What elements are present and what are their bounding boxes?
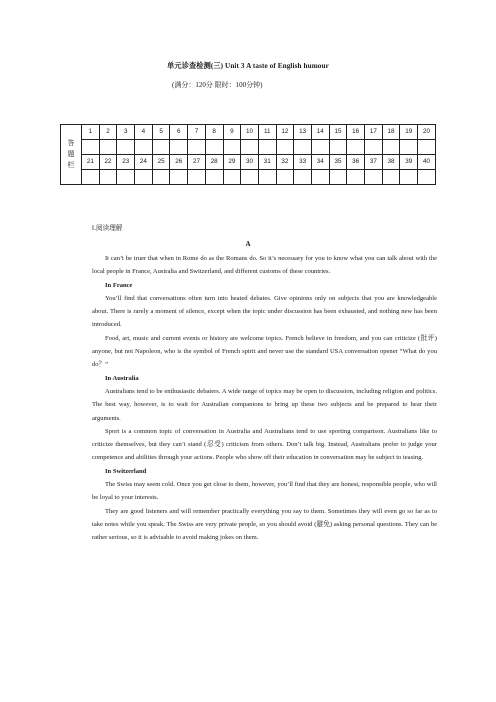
question-number-cell: 40 xyxy=(418,155,436,170)
answer-blank-cell[interactable] xyxy=(241,140,259,155)
question-number-cell: 2 xyxy=(99,125,117,140)
answer-blank-cell[interactable] xyxy=(152,140,170,155)
answer-blank-cell[interactable] xyxy=(329,140,347,155)
question-number-cell: 14 xyxy=(311,125,329,140)
answer-blank-cell[interactable] xyxy=(400,140,418,155)
answer-blank-cell[interactable] xyxy=(205,140,223,155)
paragraph: Australians tend to be enthusiastic debaters. A wide range of topics may be open to discussion, including religion and politics. The best way, however, is to wait for Australian companions to bring up these two subjects and be prepared to hear their arguments. xyxy=(92,387,437,422)
answer-blank-cell[interactable] xyxy=(188,170,206,185)
question-number-cell: 20 xyxy=(418,125,436,140)
question-number-cell: 11 xyxy=(258,125,276,140)
question-number-cell: 16 xyxy=(347,125,365,140)
question-number-cell: 29 xyxy=(223,155,241,170)
answer-blank-cell[interactable] xyxy=(135,140,153,155)
answer-table-label xyxy=(61,125,82,185)
subheading: In France xyxy=(105,281,133,289)
section-heading: Ⅰ.阅读理解 xyxy=(92,224,123,232)
question-number-cell: 6 xyxy=(170,125,188,140)
label-char: 栏 xyxy=(67,161,75,169)
label-char: 题 xyxy=(67,150,75,158)
answer-blank-cell[interactable] xyxy=(117,170,135,185)
answer-blank-cell[interactable] xyxy=(170,170,188,185)
answer-blank-cell[interactable] xyxy=(365,140,383,155)
answer-blank-cell[interactable] xyxy=(347,170,365,185)
question-number-cell: 12 xyxy=(276,125,294,140)
question-number-cell: 39 xyxy=(400,155,418,170)
question-number-cell: 35 xyxy=(329,155,347,170)
question-number-cell: 22 xyxy=(99,155,117,170)
answer-blank-cell[interactable] xyxy=(347,140,365,155)
answer-blank-cell[interactable] xyxy=(365,170,383,185)
answer-blank-cell[interactable] xyxy=(205,170,223,185)
label-char: 答 xyxy=(67,139,75,147)
question-number-cell: 36 xyxy=(347,155,365,170)
question-number-cell: 34 xyxy=(311,155,329,170)
answer-blank-cell[interactable] xyxy=(82,170,100,185)
question-number-cell: 24 xyxy=(135,155,153,170)
answer-blank-cell[interactable] xyxy=(117,140,135,155)
answer-blank-cell[interactable] xyxy=(276,140,294,155)
question-number-cell: 18 xyxy=(382,125,400,140)
answer-blank-cell[interactable] xyxy=(276,170,294,185)
subheading: In Australia xyxy=(105,374,139,382)
question-number-cell: 21 xyxy=(82,155,100,170)
answer-blank-cell[interactable] xyxy=(294,140,312,155)
paragraph: Food, art, music and current events or history are welcome topics. French believe in freedom, and you can criticize (批评) anyone, but not Napoleon, who is the symbol of French spirit and never use the standard USA conversation opener “What do you do？” xyxy=(92,334,437,369)
passage-letter: A xyxy=(245,240,251,248)
answer-blank-cell[interactable] xyxy=(382,170,400,185)
passage-body xyxy=(92,252,437,545)
question-number-cell: 13 xyxy=(294,125,312,140)
question-number-cell: 8 xyxy=(205,125,223,140)
answer-blank-cell[interactable] xyxy=(400,170,418,185)
answer-table xyxy=(60,124,436,185)
answer-blank-cell[interactable] xyxy=(152,170,170,185)
question-number-cell: 37 xyxy=(365,155,383,170)
answer-blank-cell[interactable] xyxy=(329,170,347,185)
answer-blank-cell[interactable] xyxy=(99,170,117,185)
answer-blank-cell[interactable] xyxy=(311,170,329,185)
question-number-cell: 30 xyxy=(241,155,259,170)
page-title: 单元诊查检测(三) Unit 3 A taste of English humour xyxy=(167,62,329,70)
paragraph: It can’t be truer that when in Rome do as the Romans do. So it’s necessary for you to know what you can talk about with the local people in France, Australia and Switzerland, and different customs of these countries. xyxy=(92,255,437,276)
question-number-cell: 1 xyxy=(82,125,100,140)
question-number-cell: 25 xyxy=(152,155,170,170)
answer-blank-cell[interactable] xyxy=(170,140,188,155)
question-number-cell: 7 xyxy=(188,125,206,140)
question-number-cell: 15 xyxy=(329,125,347,140)
answer-blank-cell[interactable] xyxy=(223,170,241,185)
question-number-cell: 33 xyxy=(294,155,312,170)
question-number-cell: 19 xyxy=(400,125,418,140)
answer-blank-cell[interactable] xyxy=(294,170,312,185)
answer-blank-cell[interactable] xyxy=(135,170,153,185)
answer-blank-cell[interactable] xyxy=(382,140,400,155)
question-number-cell: 28 xyxy=(205,155,223,170)
paragraph: The Swiss may seem cold. Once you get close to them, however, you’ll find that they are honest, responsible people, who will be loyal to your interests. xyxy=(92,481,437,502)
question-number-cell: 23 xyxy=(117,155,135,170)
answer-blank-cell[interactable] xyxy=(241,170,259,185)
answer-blank-cell[interactable] xyxy=(258,170,276,185)
question-number-cell: 4 xyxy=(135,125,153,140)
question-number-cell: 9 xyxy=(223,125,241,140)
question-number-cell: 27 xyxy=(188,155,206,170)
answer-blank-cell[interactable] xyxy=(311,140,329,155)
score-time-info: (满分：120分 限时：100分钟) xyxy=(172,81,263,89)
question-number-cell: 17 xyxy=(365,125,383,140)
question-number-cell: 5 xyxy=(152,125,170,140)
paragraph: You’ll find that conversations often turn into heated debates. Give opinions only on subjects that you are knowledgeable about. There is rarely a moment of silence, except when the topic under discussion has been exhausted, and nothing new has been introduced. xyxy=(92,294,437,329)
answer-blank-cell[interactable] xyxy=(418,140,436,155)
paragraph: Sport is a common topic of conversation in Australia and Australians tend to use sporting comparison. Australians like to criticize themselves, but they can’t stand (忍受) criticism from others. Don’t talk big. Instead, Australians prefer to judge your competence and abilities through your actions. People who show off their education in conversation may be subject to teasing. xyxy=(92,427,437,462)
subheading: In Switzerland xyxy=(105,467,147,475)
question-number-cell: 38 xyxy=(382,155,400,170)
question-number-cell: 26 xyxy=(170,155,188,170)
answer-blank-cell[interactable] xyxy=(188,140,206,155)
question-number-cell: 32 xyxy=(276,155,294,170)
answer-blank-cell[interactable] xyxy=(99,140,117,155)
answer-blank-cell[interactable] xyxy=(418,170,436,185)
answer-blank-cell[interactable] xyxy=(82,140,100,155)
answer-blank-cell[interactable] xyxy=(223,140,241,155)
answer-blank-cell[interactable] xyxy=(258,140,276,155)
question-number-cell: 31 xyxy=(258,155,276,170)
question-number-cell: 10 xyxy=(241,125,259,140)
paragraph: They are good listeners and will remember practically everything you say to them. Sometimes they will even go so far as to take notes while you speak. The Swiss are very private people, so you should avoid (避免) asking personal questions. They can be rather serious, so it is advisable to avoid making jokes on them. xyxy=(92,507,437,542)
question-number-cell: 3 xyxy=(117,125,135,140)
